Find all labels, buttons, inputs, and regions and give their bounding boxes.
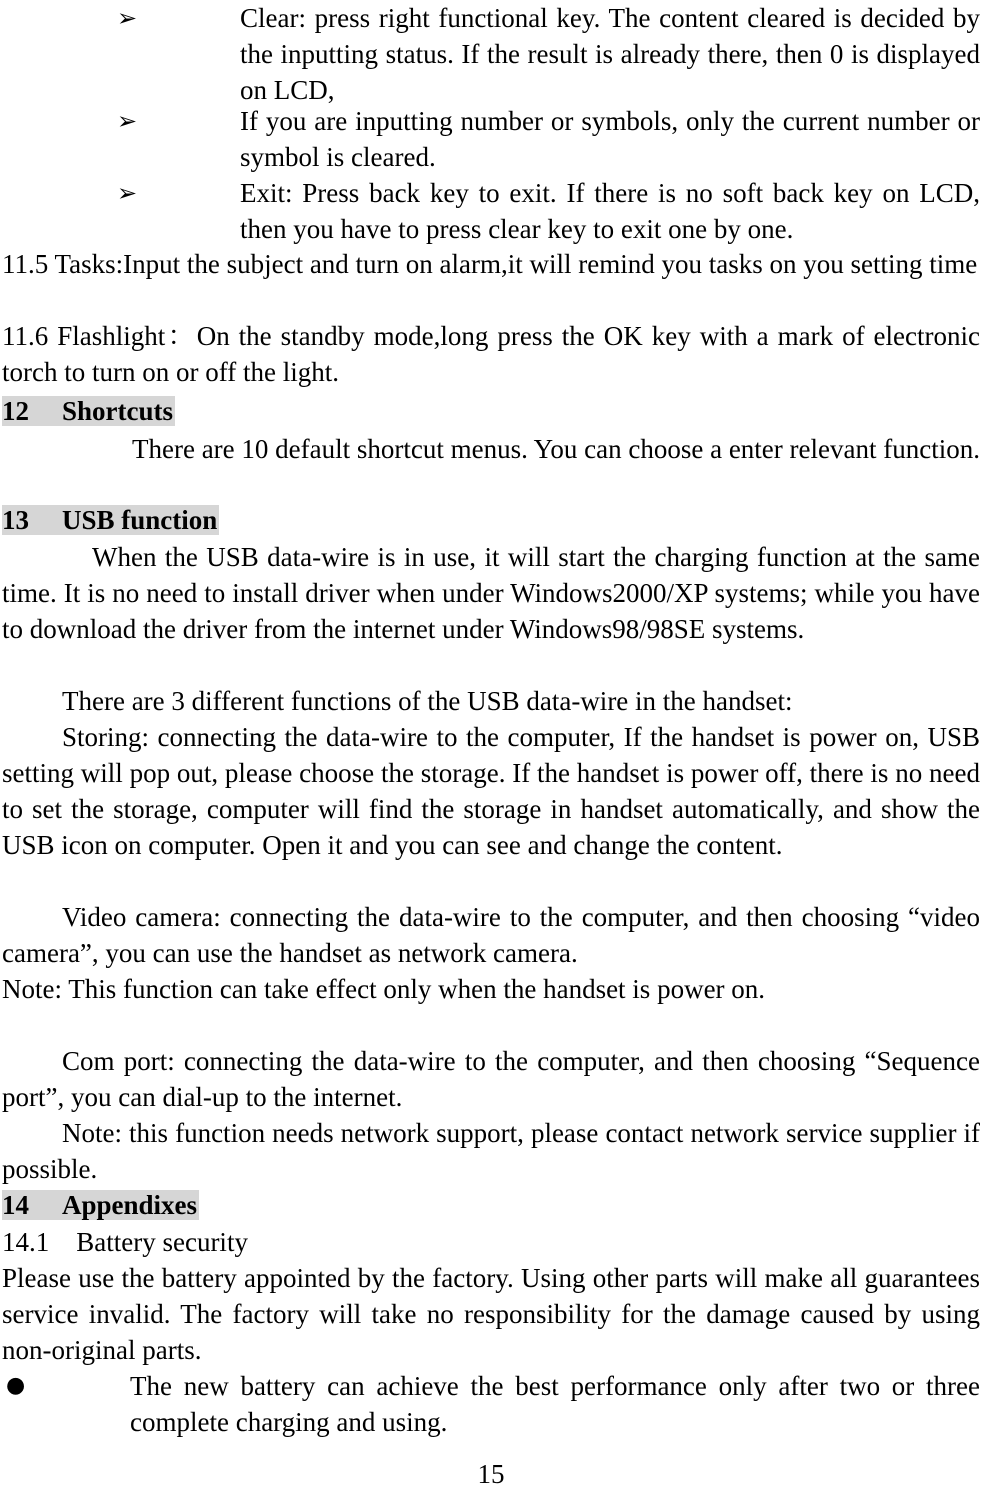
- heading-usb-function: [2, 502, 219, 538]
- arrow-bullet-icon: ➢: [117, 4, 138, 32]
- section-title: Shortcuts: [62, 396, 174, 426]
- paragraph-shortcuts: There are 10 default shortcut menus. You can choose a enter relevant function.: [132, 434, 980, 464]
- paragraph-usb-video: Video camera: connecting the data-wire to the computer, and then choosing “video camera”, you can use the handset as network camera.: [2, 902, 980, 968]
- bullet-text: The new battery can achieve the best performance only after two or three complete charging and using.: [130, 1371, 980, 1437]
- bullet-item-exit: [2, 175, 980, 247]
- heading-shortcuts: [2, 393, 175, 429]
- bullet-item-input: [2, 103, 980, 175]
- bullet-text: Clear: press right functional key. The content cleared is decided by the inputting status. If the result is already there, then 0 is displayed on LCD,: [240, 3, 980, 105]
- bullet-item-new-battery: [2, 1368, 980, 1440]
- section-number: 13: [2, 505, 29, 535]
- paragraph-usb-intro: When the USB data-wire is in use, it will start the charging function at the same time. It is no need to install driver when under Windows2000/XP systems; while you have to download the driver from the internet under Windows98/98SE systems.: [2, 542, 980, 644]
- heading-appendixes: [2, 1187, 199, 1223]
- arrow-bullet-icon: ➢: [117, 107, 138, 135]
- paragraph-usb-note: Note: This function can take effect only when the handset is power on.: [2, 974, 766, 1004]
- paragraph-usb-network-note: Note: this function needs network support, please contact network service supplier if possible.: [2, 1118, 980, 1184]
- paragraph-tasks: 11.5 Tasks:Input the subject and turn on alarm,it will remind you tasks on you setting time: [2, 249, 978, 279]
- paragraph-usb-functions: There are 3 different functions of the USB data-wire in the handset:: [62, 686, 793, 716]
- round-bullet-icon: ●: [6, 1373, 26, 1398]
- section-number: 14: [2, 1190, 29, 1220]
- bullet-text: If you are inputting number or symbols, only the current number or symbol is cleared.: [240, 106, 980, 172]
- page-number: 15: [477, 1459, 505, 1489]
- paragraph-flashlight: 11.6 Flashlight：On the standby mode,long press the OK key with a mark of electronic torch to turn on or off the light.: [2, 321, 980, 387]
- paragraph-usb-comport: Com port: connecting the data-wire to the computer, and then choosing “Sequence port”, you can dial-up to the internet.: [2, 1046, 980, 1112]
- section-title: USB function: [62, 505, 218, 535]
- section-number: 12: [2, 396, 29, 426]
- bullet-text: Exit: Press back key to exit. If there is no soft back key on LCD, then you have to press clear key to exit one by one.: [240, 178, 980, 244]
- paragraph-battery: Please use the battery appointed by the factory. Using other parts will make all guarantees service invalid. The factory will take no responsibility for the damage caused by using non-original parts.: [2, 1263, 980, 1365]
- bullet-item-clear: [2, 0, 980, 108]
- section-title: Appendixes: [62, 1190, 198, 1220]
- subheading-battery-security: 14.1 Battery security: [2, 1227, 248, 1257]
- arrow-bullet-icon: ➢: [117, 179, 138, 207]
- paragraph-usb-storing: Storing: connecting the data-wire to the computer, If the handset is power on, USB setting will pop out, please choose the storage. If the handset is power off, there is no need to set the storage, computer will find the storage in handset automatically, and show the USB icon on computer. Open it and you can see and change the content.: [2, 722, 980, 860]
